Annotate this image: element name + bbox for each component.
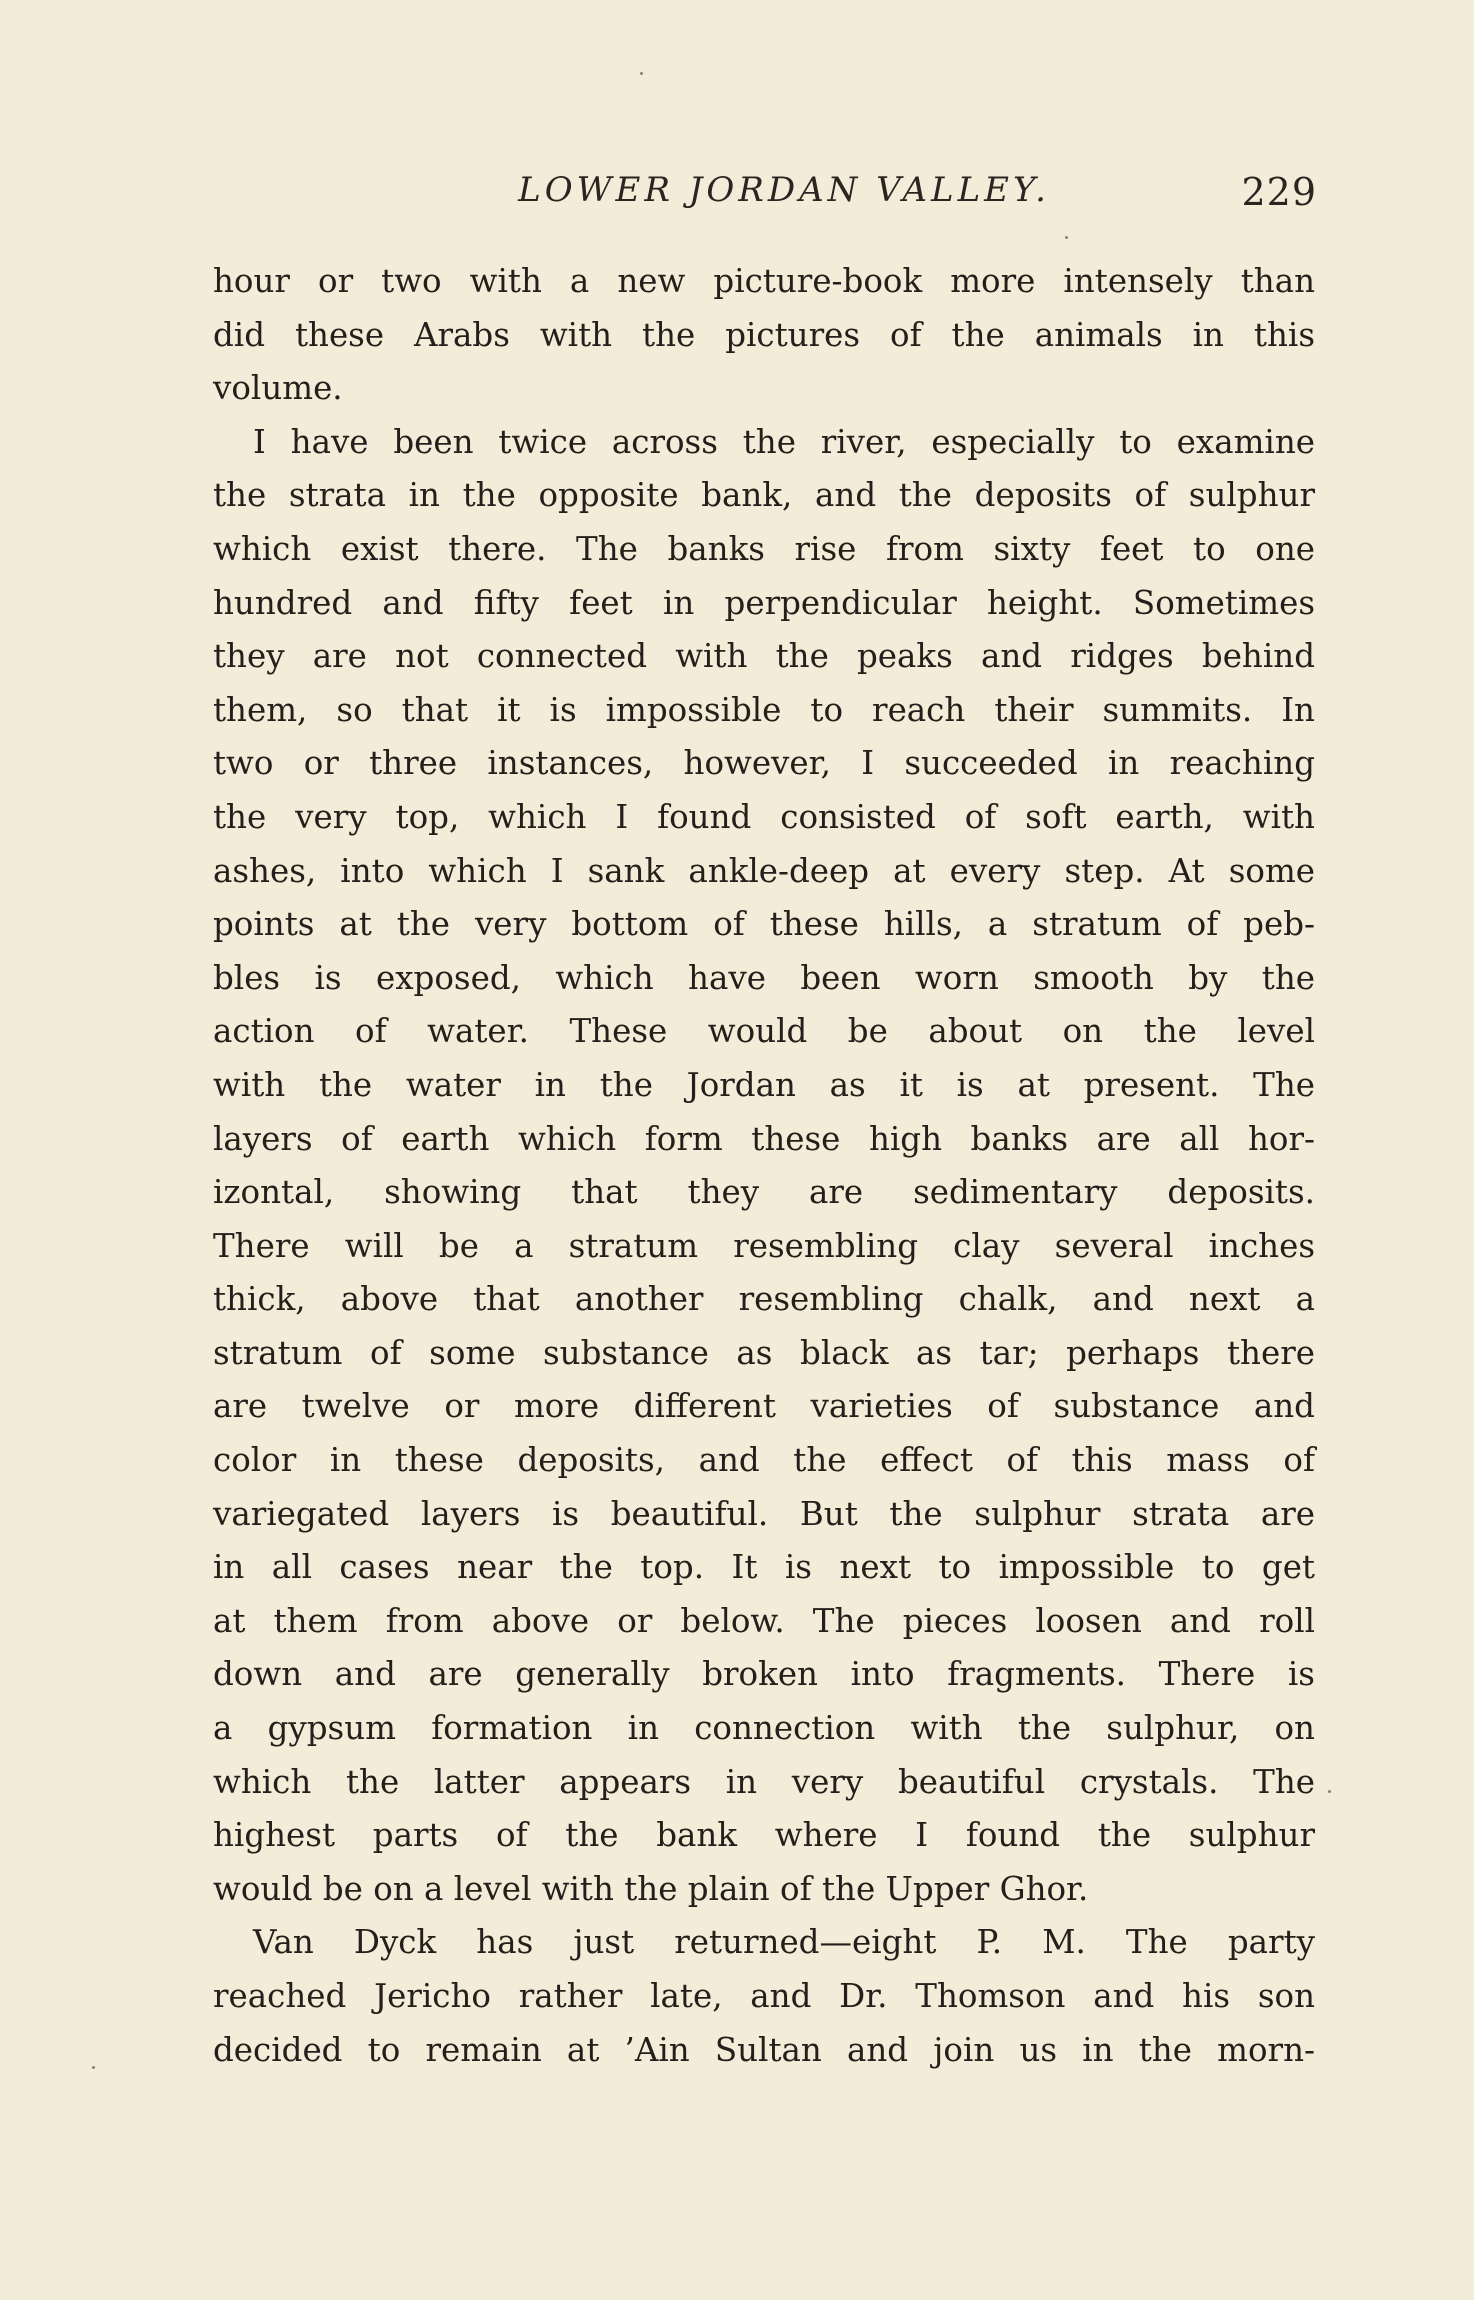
body-text (213, 255, 1315, 2077)
text-line: reached Jericho rather late, and Dr. Thomson and his son (213, 1977, 1315, 2015)
text-line: volume. (213, 369, 343, 408)
paper-fleck (640, 72, 643, 75)
text-line: they are not connected with the peaks and ridges behind (213, 637, 1315, 676)
text-line: hour or two with a new picture-book more intensely than (213, 262, 1315, 300)
paper-fleck (92, 2066, 95, 2069)
text-line: bles is exposed, which have been worn smooth by the (213, 958, 1315, 997)
text-line: stratum of some substance as black as tar; perhaps there (213, 1333, 1315, 1372)
text-line: at them from above or below. The pieces loosen and roll (213, 1601, 1315, 1640)
text-line: action of water. These would be about on the level (213, 1012, 1315, 1051)
text-line: There will be a stratum resembling clay several inches (213, 1226, 1315, 1265)
text-line: ashes, into which I sank ankle-deep at every step. At some (213, 851, 1315, 890)
text-line: are twelve or more different varieties of substance and (213, 1387, 1315, 1426)
running-head (213, 170, 1315, 220)
text-line: them, so that it is impossible to reach their summits. In (213, 690, 1315, 729)
text-line: did these Arabs with the pictures of the animals in this (213, 315, 1315, 354)
running-title: LOWER JORDAN VALLEY. (518, 170, 1050, 210)
text-line: decided to remain at ’Ain Sultan and join us in the morn- (213, 2030, 1315, 2069)
text-line: variegated layers is beautiful. But the sulphur strata are (213, 1494, 1315, 1533)
text-line: highest parts of the bank where I found the sulphur (213, 1816, 1315, 1855)
text-line: a gypsum formation in connection with the sulphur, on (213, 1709, 1315, 1748)
text-line: Van Dyck has just returned—eight P. M. The party (253, 1923, 1315, 1962)
text-line: the strata in the opposite bank, and the deposits of sulphur (213, 476, 1315, 515)
page-number: 229 (1241, 170, 1317, 214)
text-line: thick, above that another resembling chalk, and next a (213, 1280, 1315, 1319)
text-line: points at the very bottom of these hills, a stratum of peb- (213, 905, 1315, 944)
text-line: in all cases near the top. It is next to impossible to get (213, 1548, 1315, 1587)
text-line: with the water in the Jordan as it is at present. The (213, 1065, 1315, 1104)
text-line: color in these deposits, and the effect of this mass of (213, 1441, 1315, 1480)
text-line: two or three instances, however, I succeeded in reaching (213, 744, 1315, 783)
text-line: layers of earth which form these high banks are all hor- (213, 1119, 1315, 1158)
text-line: which the latter appears in very beautiful crystals. The (213, 1762, 1315, 1801)
text-line: would be on a level with the plain of the Upper Ghor. (213, 1869, 1089, 1908)
text-line: which exist there. The banks rise from sixty feet to one (213, 529, 1315, 568)
paper-fleck (1065, 236, 1068, 239)
paper-fleck (1328, 1790, 1331, 1793)
text-line: I have been twice across the river, especially to examine (253, 422, 1315, 461)
text-line: hundred and fifty feet in perpendicular height. Sometimes (213, 583, 1315, 622)
text-line: the very top, which I found consisted of soft earth, with (213, 797, 1315, 836)
text-line: izontal, showing that they are sedimentary deposits. (213, 1173, 1315, 1212)
text-line: down and are generally broken into fragments. There is (213, 1655, 1315, 1694)
